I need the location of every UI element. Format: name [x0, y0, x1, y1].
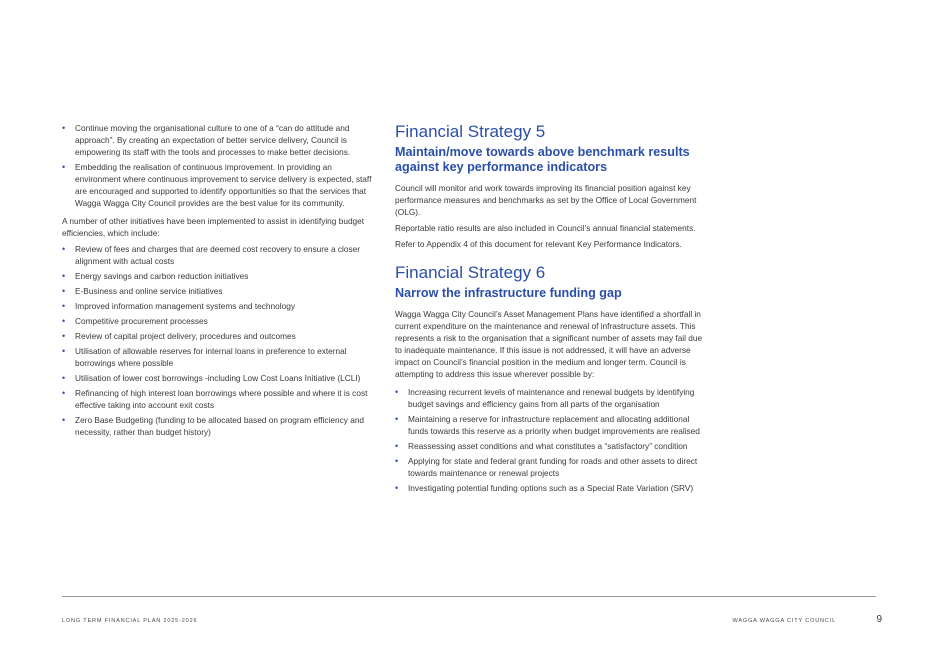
strategy-5-paragraph: Refer to Appendix 4 of this document for relevant Key Performance Indicators.	[395, 239, 682, 249]
strategy-6-paragraph: Wagga Wagga City Council’s Asset Management Plans have identified a shortfall in current expenditure on the maintenance and renewal of infrastructure assets. This represents a risk to the organisation that a significant number of assets may fail due to inadequate maintenance. If this issue is not addressed, it will have an adverse impact on Council’s financial position in the medium and longer term. Council is attempting to address this issue wherever possible by:	[395, 309, 703, 379]
initiatives-intro: A number of other initiatives have been implemented to assist in identifying budget efficiencies, which include:	[62, 216, 365, 238]
list-item: • Utilisation of allowable reserves for internal loans in preference to external borrowings where possible	[62, 345, 376, 369]
strategy-6-section	[395, 263, 711, 494]
list-item: • Continue moving the organisational culture to one of a “can do attitude and approach”. By creating an expectation of better service delivery, Council is empowering its staff with the tools and processes to make better decisions.	[62, 122, 376, 158]
strategy-6-subtitle: Narrow the infrastructure funding gap	[395, 286, 622, 300]
list-item: • Energy savings and carbon reduction initiatives	[62, 270, 376, 282]
strategy-5-paragraph: Council will monitor and work towards improving its financial position against key performance measures and benchmarks as set by the Office of Local Government (OLG).	[395, 183, 697, 217]
list-item: • Embedding the realisation of continuous improvement. In providing an environment where continuous improvement to service delivery is expected, staff are encouraged and supported to identify opportunities so that the services that Wagga Wagga City Council provides are the best value for its community.	[62, 161, 376, 209]
page-number: 9	[876, 614, 882, 625]
list-item: • Refinancing of high interest loan borrowings where possible and where it is cost effective taking into account exit costs	[62, 387, 376, 411]
footer-document-title: LONG TERM FINANCIAL PLAN 2025-2026	[62, 618, 198, 624]
strategy-6-bullet-list	[395, 386, 711, 494]
list-item: • Review of capital project delivery, procedures and outcomes	[62, 330, 376, 342]
list-item: • Investigating potential funding options such as a Special Rate Variation (SRV)	[395, 482, 711, 494]
strategy-5-title: Financial Strategy 5	[395, 122, 546, 141]
strategy-5-subtitle: Maintain/move towards above benchmark results against key performance indicators	[395, 145, 690, 174]
list-item: • Zero Base Budgeting (funding to be allocated based on program efficiency and necessity, rather than budget history)	[62, 414, 376, 438]
strategy-5-section	[395, 122, 711, 250]
list-item: • Applying for state and federal grant funding for roads and other assets to direct towards maintenance or renewal projects	[395, 455, 711, 479]
list-item: • Reassessing asset conditions and what constitutes a “satisfactory” condition	[395, 440, 711, 452]
footer-organisation: WAGGA WAGGA CITY COUNCIL	[732, 618, 836, 624]
list-item: • E-Business and online service initiatives	[62, 285, 376, 297]
right-column	[395, 122, 711, 497]
strategy-5-paragraph: Reportable ratio results are also included in Council’s annual financial statements.	[395, 223, 696, 233]
list-item: • Maintaining a reserve for infrastructure replacement and allocating additional funds towards this reserve as a priority when budget improvements are realised	[395, 413, 711, 437]
list-item: • Competitive procurement processes	[62, 315, 376, 327]
list-item: • Increasing recurrent levels of maintenance and renewal budgets by identifying budget savings and efficiency gains from all parts of the organisation	[395, 386, 711, 410]
footer-divider	[62, 596, 876, 597]
list-item: • Improved information management systems and technology	[62, 300, 376, 312]
initiatives-bullet-list	[62, 243, 376, 438]
strategy-6-title: Financial Strategy 6	[395, 263, 546, 282]
culture-bullet-list	[62, 122, 376, 209]
list-item: • Review of fees and charges that are deemed cost recovery to ensure a closer alignment with actual costs	[62, 243, 376, 267]
list-item: • Utilisation of lower cost borrowings -including Low Cost Loans Initiative (LCLI)	[62, 372, 376, 384]
left-column	[62, 122, 376, 441]
